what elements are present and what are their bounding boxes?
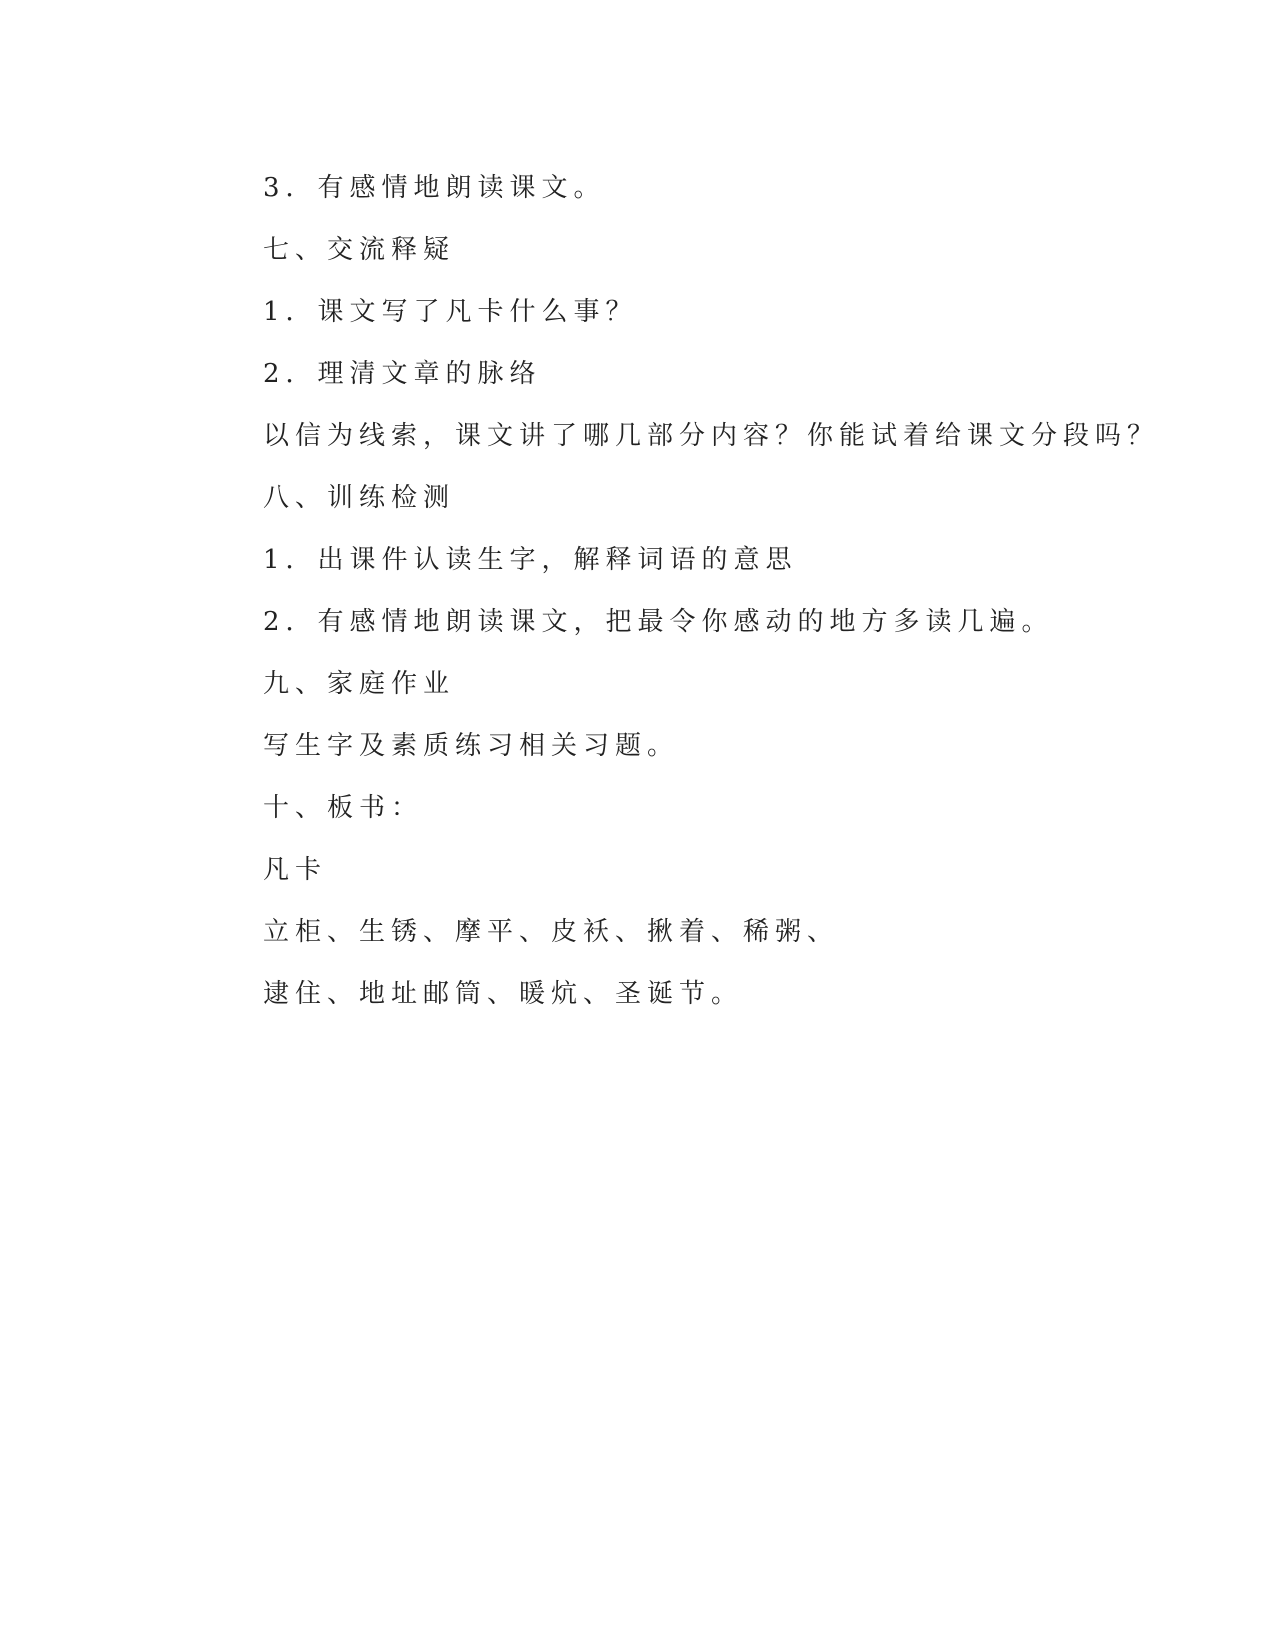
text-line-question-1: 1．课文写了凡卡什么事？ xyxy=(263,297,638,327)
text-line-exercise-1: 1．出课件认读生字，解释词语的意思 xyxy=(263,545,798,575)
heading-section-10: 十、板书： xyxy=(263,793,424,823)
heading-section-8: 八、训练检测 xyxy=(263,483,456,513)
text-line-question-2: 2．理清文章的脉络 xyxy=(263,359,542,389)
board-vocabulary-line-1: 立柜、生锈、摩平、皮袄、揪着、稀粥、 xyxy=(263,917,840,947)
board-vocabulary-line-2: 逮住、地址邮筒、暖炕、圣诞节。 xyxy=(263,979,744,1009)
text-line-step-3-read-aloud: 3．有感情地朗读课文。 xyxy=(263,173,606,203)
text-line-homework: 写生字及素质练习相关习题。 xyxy=(263,731,680,761)
document-body xyxy=(263,168,1160,1036)
heading-section-9: 九、家庭作业 xyxy=(263,669,456,699)
text-line-structure-question: 以信为线索，课文讲了哪几部分内容？你能试着给课文分段吗？ xyxy=(263,421,1160,451)
text-line-exercise-2: 2．有感情地朗读课文，把最令你感动的地方多读几遍。 xyxy=(263,607,1054,637)
heading-section-7: 七、交流释疑 xyxy=(263,235,456,265)
board-title: 凡卡 xyxy=(263,855,328,885)
